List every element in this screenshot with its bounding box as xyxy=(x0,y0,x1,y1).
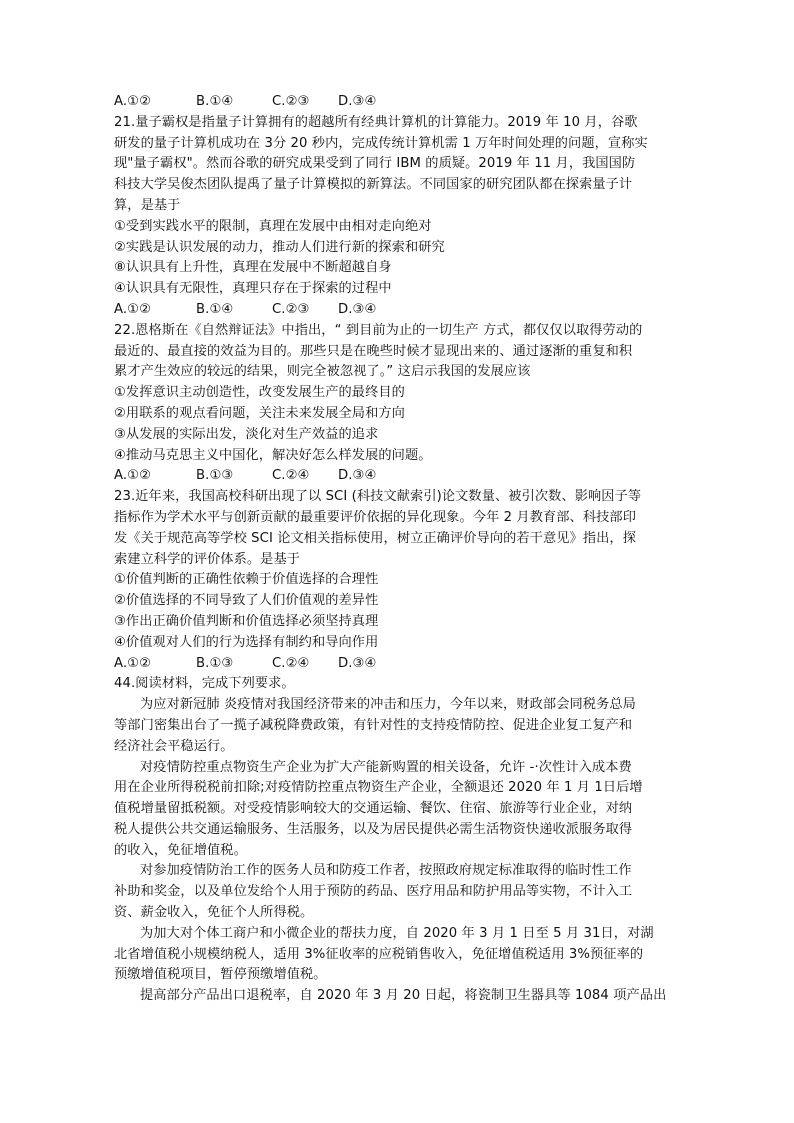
q23-line: 23.近年来，我国高校科研出现了以 SCI (科技文献索引)论文数量、被引次数、影响因子等 xyxy=(114,489,642,505)
q21-line: 现"量子霸权"。然而谷歌的研究成果受到了同行 IBM 的质疑。2019 年 11 月，我国国防 xyxy=(114,156,636,172)
q22-statement-1: ①发挥意识主动创造性，改变发展生产的最终目的 xyxy=(114,385,405,401)
exam-page xyxy=(114,92,674,1007)
q20-option-b: B.①④ xyxy=(196,94,234,109)
q22-line: 累才产生效应的较远的结果，则完全被忽视了。” 这启示我国的发展应该 xyxy=(114,364,531,380)
q23-statement-1: ①价值判断的正确性依赖于价值选择的合理性 xyxy=(114,572,379,588)
paragraph-line: 等部门密集出台了一揽子减税降费政策，有针对性的支持疫情防控、促进企业复工复产和 xyxy=(114,717,633,733)
q21-option-a: A.①② xyxy=(114,301,152,317)
q23-statement-2: ②价值选择的不同导致了人们价值观的差异性 xyxy=(114,593,379,609)
q23-statement-3: ③作出正确价值判断和价值选择必须坚持真理 xyxy=(114,613,379,629)
q23-statement-4: ④价值观对人们的行为选择有制约和导向作用 xyxy=(114,634,379,650)
q22-options xyxy=(114,466,674,487)
paragraph-line: 补助和奖金，以及单位发给个人用于预防的药品、医疗用品和防护用品等实物，不计入工 xyxy=(114,884,633,900)
paragraph-line: 为加大对个体工商户和小微企业的帮扶力度，自 2020 年 3 月 1 日至 5 月 31日，对湖 xyxy=(140,925,654,941)
q23-option-c: C.②④ xyxy=(272,655,310,671)
q20-option-d: D.③④ xyxy=(338,94,377,109)
paragraph-line: 经济社会平稳运行。 xyxy=(114,738,234,754)
q23-line: 指标作为学术水平与创新贡献的最重要评价依据的异化现象。今年 2 月教育部、科技部印 xyxy=(114,509,636,525)
q22-line: 22.恩格斯在《自然辩证法》中指出，“ 到目前为止的一切生产 方式，都仅仅以取得劳动的 xyxy=(114,322,643,338)
q21-options xyxy=(114,300,674,321)
q21-line: 研发的量子计算机成功在 3分 20 秒内，完成传统计算机需 1 万年时间处理的问题，宣称实 xyxy=(114,135,648,151)
question-22 xyxy=(114,321,674,487)
paragraph-line: 北省增值税小规模纳税人，适用 3%征收率的应税销售收入，免征增值税适用 3%预征率的 xyxy=(114,946,644,962)
q23-option-d: D.③④ xyxy=(338,655,377,671)
q44-paragraph-2 xyxy=(114,758,674,862)
q20-option-c: C.②③ xyxy=(272,94,310,109)
q23-line: 索建立科学的评价体系。是基于 xyxy=(114,551,301,567)
q22-line: 最近的、最直接的效益为目的。那些只是在晚些时候才显现出来的、通过逐渐的重复和积 xyxy=(114,343,633,359)
q22-statement-4: ④推动马克思主义中国化，解决好怎么样发展的问题。 xyxy=(114,447,432,463)
q21-line: 21.量子霸权是指量子计算拥有的超越所有经典计算机的计算能力。2019 年 10 月，谷歌 xyxy=(114,114,638,130)
paragraph-line: 的收入，免征增值税。 xyxy=(114,842,247,858)
q21-line: 科技大学吴俊杰团队提禹了量子计算模拟的新算法。不同国家的研究团队都在探索量子计 xyxy=(114,177,633,193)
q21-statement-1: ①受到实践水平的限制，真理在发展中由相对走向绝对 xyxy=(114,218,432,234)
q21-statement-3: ⑧认识具有上升性，真理在发展中不断超越自身 xyxy=(114,260,392,276)
q22-option-c: C.②④ xyxy=(272,468,310,484)
q21-line: 算，是基于 xyxy=(114,197,181,213)
paragraph-line: 对疫情防控重点物资生产企业为扩大产能新购置的相关设备，允许 -·次性计入成本费 xyxy=(140,759,632,775)
q23-option-b: B.①③ xyxy=(196,655,234,671)
q21-option-c: C.②③ xyxy=(272,301,310,317)
q23-line: 发《关于规范高等学校 SCI 论文相关指标使用，树立正确评价导向的若干意见》指出，探 xyxy=(114,530,636,546)
q44-paragraph-4 xyxy=(114,924,674,986)
q21-option-b: B.①④ xyxy=(196,301,234,317)
q22-option-a: A.①② xyxy=(114,468,152,484)
paragraph-line: 预缴增值税项目，暂停预缴增值税。 xyxy=(114,967,327,983)
paragraph-line: 用在企业所得税税前扣除;对疫情防控重点物资生产企业，全额退还 2020 年 1 月 1日后增 xyxy=(114,780,643,796)
q44-paragraph-3 xyxy=(114,861,674,923)
question-21 xyxy=(114,113,674,321)
question-23 xyxy=(114,487,674,674)
q23-options xyxy=(114,654,674,675)
q22-option-d: D.③④ xyxy=(338,468,377,484)
paragraph-line: 值税增量留抵税额。对受疫情影响较大的交通运输、餐饮、住宿、旅游等行业企业，对纳 xyxy=(114,801,633,817)
paragraph-line: 资、薪金收入，免征个人所得税。 xyxy=(114,905,314,921)
paragraph-line: 税人提供公共交通运输服务、生活服务，以及为居民提供必需生活物资快递收派服务取得 xyxy=(114,821,633,837)
paragraph-line: 对参加疫情防治工作的医务人员和防疫工作者，按照政府规定标准取得的临时性工作 xyxy=(140,863,632,879)
q20-option-a: A.①② xyxy=(114,94,152,109)
q44-paragraph-5 xyxy=(114,986,674,1007)
q22-statement-3: ③从发展的实际出发，淡化对生产效益的追求 xyxy=(114,426,379,442)
paragraph-line: 提高部分产品出口退税率，自 2020 年 3 月 20 日起，将瓷制卫生器具等 1084 项产品出 xyxy=(140,988,667,1004)
paragraph-line: 为应对新冠肺 炎疫情对我国经济带来的冲击和压力，今年以来，财政部会同税务总局 xyxy=(140,697,636,713)
q21-option-d: D.③④ xyxy=(338,301,377,317)
question-44 xyxy=(114,674,674,1007)
q21-statement-2: ②实践是认识发展的动力，推动人们进行新的探索和研究 xyxy=(114,239,445,255)
q44-title: 44.阅读材料，完成下列要求。 xyxy=(114,676,295,692)
q20-options xyxy=(114,92,674,113)
q23-option-a: A.①② xyxy=(114,655,152,671)
q21-statement-4: ④认识具有无限性，真理只存在于探索的过程中 xyxy=(114,281,392,297)
q22-option-b: B.①③ xyxy=(196,468,234,484)
q44-paragraph-1 xyxy=(114,695,674,757)
q22-statement-2: ②用联系的观点看问题，关注未来发展全局和方向 xyxy=(114,405,405,421)
